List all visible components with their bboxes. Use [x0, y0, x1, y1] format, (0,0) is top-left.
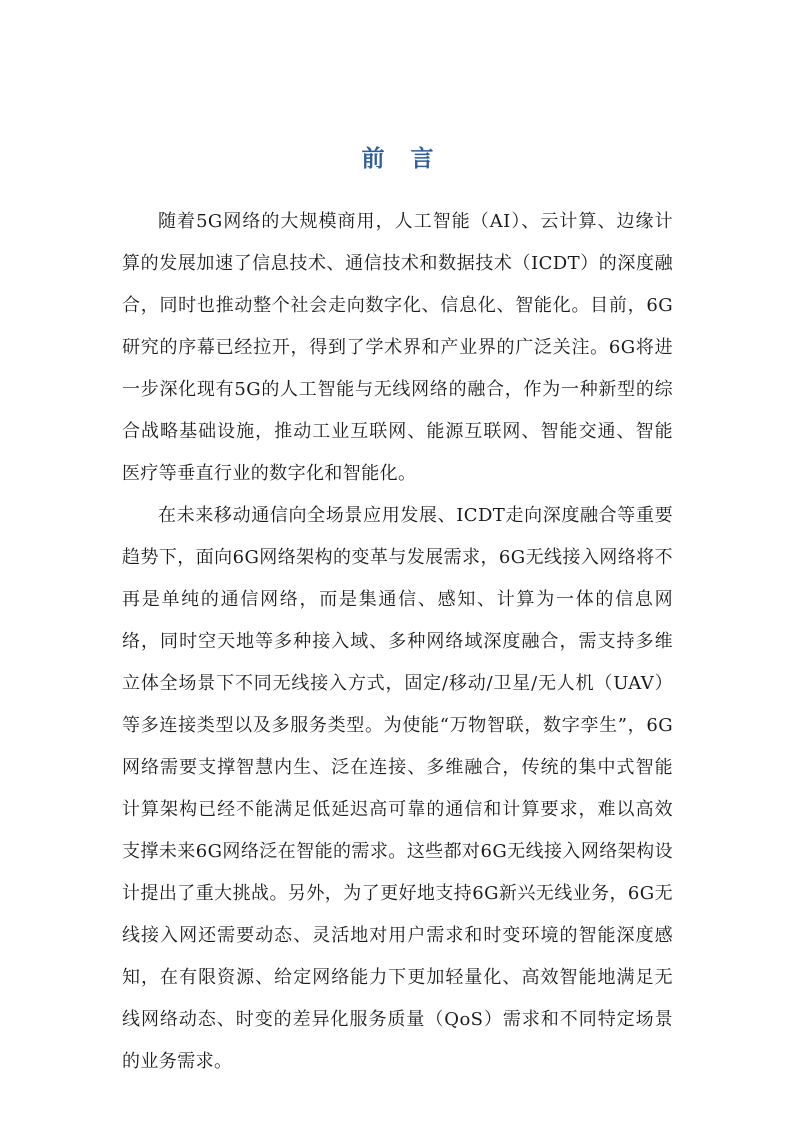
page-title: 前言 [361, 146, 460, 172]
body-text [122, 201, 673, 1083]
paragraph-2: 在未来移动通信向全场景应用发展、ICDT走向深度融合等重要趋势下，面向6G网络架构的变革与发展需求，6G无线接入网络将不再是单纯的通信网络，而是集通信、感知、计算为一体的信息网络，同时空天地等多种接入域、多种网络域深度融合，需支持多维立体全场景下不同无线接入方式，固定/移动/卫星/无人机（UAV）等多连接类型以及多服务类型。为使能“万物智联，数字孪生”，6G网络需要支撑智慧内生、泛在连接、多维融合，传统的集中式智能计算架构已经不能满足低延迟高可靠的通信和计算要求，难以高效支撑未来6G网络泛在智能的需求。这些都对6G无线接入网络架构设计提出了重大挑战。另外，为了更好地支持6G新兴无线业务，6G无线接入网还需要动态、灵活地对用户需求和时变环境的智能深度感知，在有限资源、给定网络能力下更加轻量化、高效智能地满足无线网络动态、时变的差异化服务质量（QoS）需求和不同特定场景的业务需求。 [122, 505, 673, 1072]
paragraph-1: 随着5G网络的大规模商用，人工智能（AI）、云计算、边缘计算的发展加速了信息技术、通信技术和数据技术（ICDT）的深度融合，同时也推动整个社会走向数字化、信息化、智能化。目前，6G研究的序幕已经拉开，得到了学术界和产业界的广泛关注。6G将进一步深化现有5G的人工智能与无线网络的融合，作为一种新型的综合战略基础设施，推动工业互联网、能源互联网、智能交通、智能医疗等垂直行业的数字化和智能化。 [122, 211, 673, 484]
